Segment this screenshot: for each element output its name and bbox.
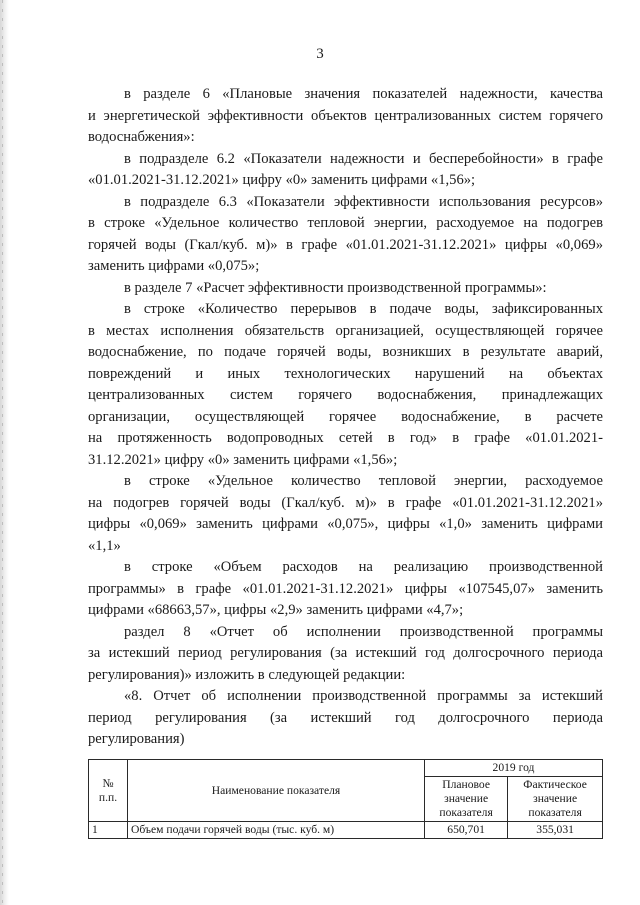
- text-line: на подогрев горячей воды (Гкал/куб. м)» в графе «01.01.2021-31.12.2021»: [88, 494, 603, 511]
- text-line: и энергетической эффективности объектов централизованных систем горячего: [88, 107, 603, 124]
- text-line: период регулирования (за истекший год долгосрочного периода: [88, 709, 603, 726]
- text-line: в строке «Объем расходов на реализацию производственной: [124, 559, 603, 575]
- text-line: цифры «0,069» заменить цифрами «0,075», цифры «1,0» заменить цифрами: [88, 516, 603, 532]
- cell-plan: 650,701: [425, 822, 508, 839]
- text-line: повреждений и иных технологических нарушений на объектах: [88, 365, 603, 382]
- text-line: в строке «Количество перерывов в подаче воды, зафиксированных: [124, 301, 603, 317]
- text-line: заменить цифрами «0,075»;: [88, 258, 260, 274]
- text-line: водоснабжения»:: [88, 129, 195, 145]
- text-line: в местах исполнения обязательств организацией, осуществляющей горячее: [88, 322, 603, 339]
- text-line: централизованных систем горячего водоснабжения, принадлежащих: [88, 387, 603, 403]
- text-line: «1,1»: [88, 537, 121, 554]
- text-line: за истекший период регулирования (за истекший год долгосрочного периода: [88, 645, 603, 661]
- text-line: регулирования): [88, 731, 185, 747]
- cell-name: Объем подачи горячей воды (тыс. куб. м): [128, 822, 425, 839]
- text-line: в разделе 6 «Плановые значения показателей надежности, качества: [124, 86, 603, 102]
- header-num: № п.п.: [89, 760, 128, 822]
- text-line: на протяженность водопроводных сетей в год» в графе «01.01.2021-: [88, 430, 603, 446]
- header-year: 2019 год: [425, 760, 603, 777]
- cell-num: 1: [89, 822, 128, 839]
- text-line: в разделе 7 «Расчет эффективности производственной программы»:: [124, 279, 547, 296]
- text-line: в подразделе 6.3 «Показатели эффективности использования ресурсов»: [124, 193, 603, 210]
- text-line: организации, осуществляющей горячее водоснабжение, в расчете: [88, 408, 603, 425]
- text-line: программы» в графе «01.01.2021-31.12.2021» цифры «107545,07» заменить: [88, 580, 603, 597]
- text-line: в подразделе 6.2 «Показатели надежности и бесперебойности» в графе: [124, 150, 603, 167]
- header-name: Наименование показателя: [128, 760, 425, 822]
- page-number: 3: [316, 46, 324, 62]
- text-line: цифрами «68663,57», цифры «2,9» заменить цифрами «4,7»;: [88, 602, 464, 618]
- text-line: в строке «Удельное количество тепловой энергии, расходуемое: [124, 473, 603, 489]
- table-row: [89, 822, 603, 839]
- report-table: [88, 759, 603, 839]
- text-line: 31.12.2021» цифру «0» заменить цифрами «1,56»;: [88, 451, 398, 468]
- text-line: горячей воды (Гкал/куб. м)» в графе «01.01.2021-31.12.2021» цифры «0,069»: [88, 236, 603, 253]
- text-line: «01.01.2021-31.12.2021» цифру «0» заменить цифрами «1,56»;: [88, 172, 476, 188]
- document-body: [88, 84, 603, 751]
- text-line: раздел 8 «Отчет об исполнении производственной программы: [124, 623, 603, 640]
- text-line: «8. Отчет об исполнении производственной программы за истекший: [124, 688, 603, 704]
- header-fact: Фактическое значение показателя: [508, 777, 603, 822]
- text-line: регулирования)» изложить в следующей редакции:: [88, 666, 406, 683]
- table-header-row: [89, 760, 603, 777]
- cell-fact: 355,031: [508, 822, 603, 839]
- header-plan: Плановое значение показателя: [425, 777, 508, 822]
- text-line: в строке «Удельное количество тепловой энергии, расходуемое на подогрев: [88, 215, 603, 231]
- scan-edge-shadow: [0, 0, 9, 905]
- text-line: водоснабжение, по подаче горячей воды, возникших в результате аварий,: [88, 344, 603, 360]
